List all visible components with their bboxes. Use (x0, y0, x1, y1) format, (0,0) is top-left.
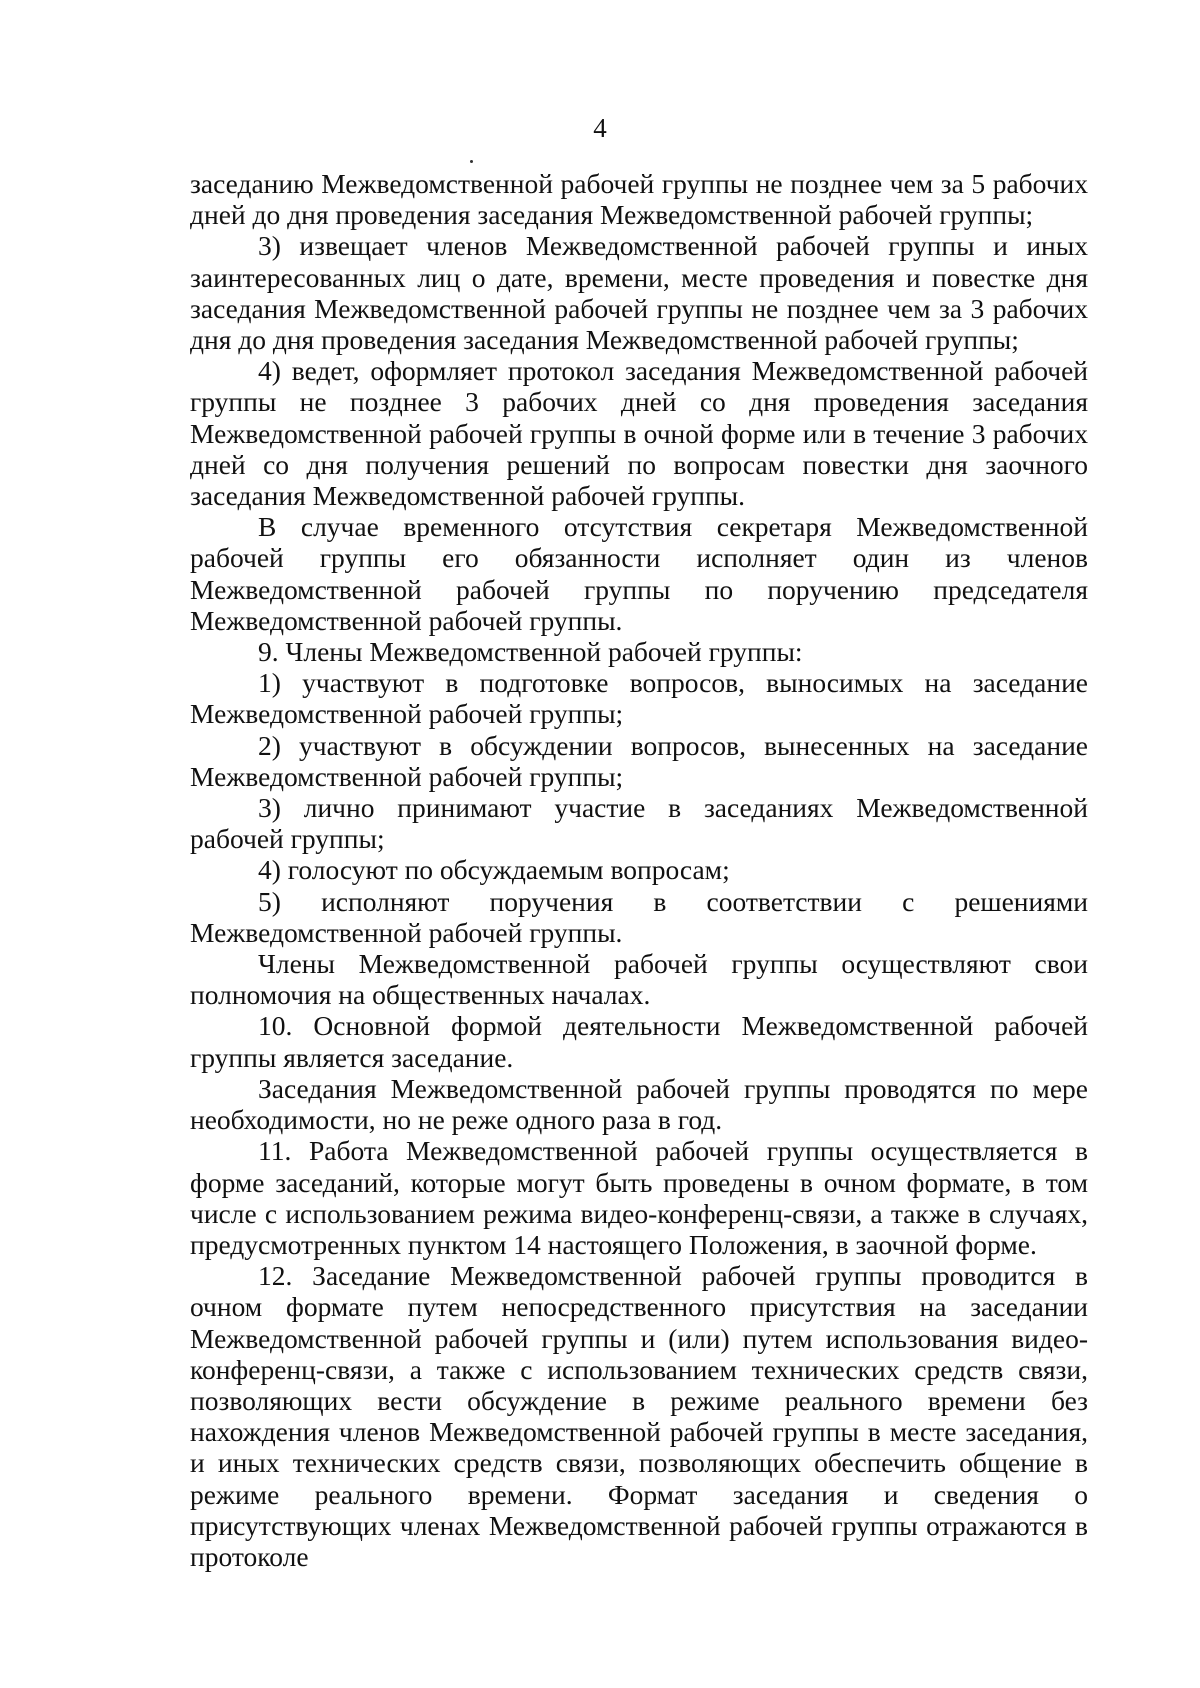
paragraph: заседанию Межведомственной рабочей группы не позднее чем за 5 рабочих дней до дня проведения заседания Межведомственной рабочей группы; (190, 168, 1088, 231)
paragraph: 1) участвуют в подготовке вопросов, выносимых на заседание Межведомственной рабочей группы; (190, 667, 1088, 730)
paragraph: 4) ведет, оформляет протокол заседания Межведомственной рабочей группы не позднее 3 рабочих дней со дня проведения заседания Межведомственной рабочей группы в очной форме или в течение 3 рабочих дней со дня получения решений по вопросам повестки дня заочного заседания Межведомственной рабочей группы. (190, 355, 1088, 512)
paragraph: 11. Работа Межведомственной рабочей группы осуществляется в форме заседаний, которые могут быть проведены в очном формате, в том числе с использованием режима видео-конференц-связи, а также в случаях, предусмотренных пунктом 14 настоящего Положения, в заочной форме. (190, 1135, 1088, 1260)
paragraph: В случае временного отсутствия секретаря Межведомственной рабочей группы его обязанности исполняет один из членов Межведомственной рабочей группы по поручению председателя Межведомственной рабочей группы. (190, 511, 1088, 636)
paragraph: 10. Основной формой деятельности Межведомственной рабочей группы является заседание. (190, 1010, 1088, 1073)
paragraph: 12. Заседание Межведомственной рабочей группы проводится в очном формате путем непосредственного присутствия на заседании Межведомственной рабочей группы и (или) путем использования видео-конференц-связи, а также с использованием технических средств связи, позволяющих вести обсуждение в режиме реального времени без нахождения членов Межведомственной рабочей группы в месте заседания, и иных технических средств связи, позволяющих обеспечить общение в режиме реального времени. Формат заседания и сведения о присутствующих членах Межведомственной рабочей группы отражаются в протоколе (190, 1260, 1088, 1572)
paragraph: 5) исполняют поручения в соответствии с решениями Межведомственной рабочей группы. (190, 885, 1088, 948)
paragraph: 3) лично принимают участие в заседаниях Межведомственной рабочей группы; (190, 792, 1088, 855)
paragraph: Заседания Межведомственной рабочей группы проводятся по мере необходимости, но не реже одного раза в год. (190, 1072, 1088, 1136)
paragraph: 2) участвуют в обсуждении вопросов, вынесенных на заседание Межведомственной рабочей группы; (190, 729, 1088, 792)
paragraph: 9. Члены Межведомственной рабочей группы: (258, 636, 803, 668)
scan-artifact-dot (470, 160, 473, 163)
document-body (190, 168, 1088, 1572)
paragraph: 3) извещает членов Межведомственной рабочей группы и иных заинтересованных лиц о дате, времени, месте проведения и повестке дня заседания Межведомственной рабочей группы не позднее чем за 3 рабочих дня до дня проведения заседания Межведомственной рабочей группы; (190, 230, 1088, 356)
paragraph: 4) голосуют по обсуждаемым вопросам; (258, 854, 730, 886)
paragraph: Члены Межведомственной рабочей группы осуществляют свои полномочия на общественных началах. (190, 948, 1088, 1011)
page-number: 4 (593, 113, 607, 143)
